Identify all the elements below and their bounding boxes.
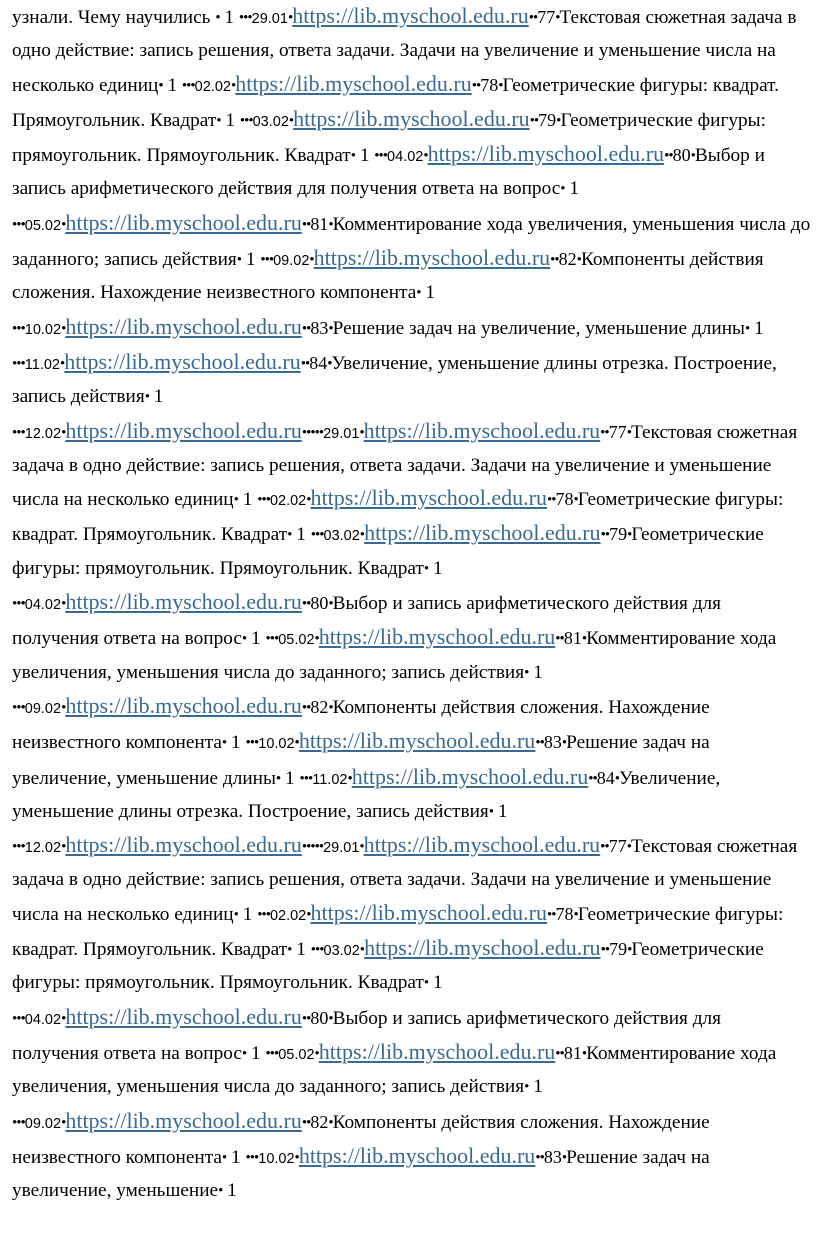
bullet-mark: •: [626, 839, 631, 856]
lesson-number: 83: [543, 1146, 562, 1167]
bullet-mark: •: [61, 1114, 66, 1131]
bullet-mark: •: [573, 906, 578, 923]
bullet-mark: •: [221, 735, 227, 752]
lesson-number: 79: [609, 524, 628, 545]
hours-count: 1: [242, 903, 253, 925]
bullet-mark: •: [416, 285, 421, 302]
bullet-mark: •••: [12, 424, 25, 441]
bullet-mark: •: [275, 770, 281, 787]
lesson-title: Текстовая сюжетная задача в одно действие: запись решения, ответа задачи. Задачи на увеличение и уменьшение числа на несколько единиц: [12, 421, 798, 511]
lesson-title: Решение задач на увеличение, уменьшение: [12, 1146, 710, 1202]
bullet-mark: •••: [245, 735, 259, 752]
bullet-mark: ••: [301, 839, 311, 856]
lesson-number: 77: [608, 421, 627, 442]
lesson-date: 04.02: [24, 1011, 62, 1028]
bullet-mark: •: [287, 527, 292, 544]
bullet-mark: ••: [301, 216, 311, 233]
lesson-date: 09.02: [24, 700, 62, 717]
lesson-title: Выбор и запись арифметического действия для получения ответа на вопрос: [12, 593, 722, 650]
lesson-title: Увеличение, уменьшение длины отрезка. Построение, запись действия: [12, 352, 777, 408]
bullet-mark: •: [144, 389, 149, 406]
hours-count: 1: [425, 282, 436, 304]
lesson-title: Увеличение, уменьшение длины отрезка. Построение, запись действия: [12, 767, 721, 822]
lesson-title: Геометрические фигуры: прямоугольник. Прямоугольник. Квадрат: [12, 524, 764, 579]
lesson-title: Текстовая сюжетная задача в одно действие: запись решения, ответа задачи. Задачи на увеличение и уменьшение числа на несколько единиц: [12, 7, 797, 96]
bullet-mark: •••: [374, 148, 388, 165]
hours-count: 1: [227, 1180, 237, 1202]
lesson-date: 11.02: [312, 771, 348, 788]
bullet-mark: ••: [555, 631, 564, 648]
lesson-number: 81: [563, 1042, 582, 1063]
bullet-mark: ••: [300, 355, 310, 372]
resource-link[interactable]: https://lib.myschool.edu.ru: [364, 520, 601, 546]
bullet-mark: ••: [301, 596, 311, 613]
lesson-title: Комментирование хода увеличения, уменьшения числа до заданного; запись действия: [12, 213, 811, 271]
bullet-mark: •: [287, 10, 293, 26]
lesson-number: 77: [537, 7, 556, 27]
hours-count: 1: [251, 1042, 261, 1064]
lesson-date: 02.02: [194, 78, 231, 95]
bullet-mark: •: [581, 631, 587, 648]
hours-count: 1: [245, 249, 256, 271]
bullet-mark: •: [627, 527, 632, 544]
lesson-title: Геометрические фигуры: квадрат. Прямоугольник. Квадрат: [12, 74, 779, 131]
lesson-date: 10.02: [24, 321, 62, 338]
hours-count: 1: [359, 145, 370, 167]
bullet-mark: •: [555, 10, 560, 26]
bullet-mark: •: [294, 735, 299, 752]
resource-link[interactable]: https://lib.myschool.edu.ru: [364, 935, 601, 961]
bullet-mark: •: [498, 77, 503, 94]
bullet-mark: •••: [12, 355, 25, 372]
bullet-mark: •: [241, 631, 247, 648]
lesson-date: 03.02: [323, 943, 360, 960]
lesson-date: 04.02: [387, 149, 424, 166]
bullet-mark: ••: [600, 527, 610, 544]
bullet-mark: •: [328, 699, 333, 716]
lesson-number: 77: [608, 836, 627, 857]
bullet-mark: ••: [600, 942, 610, 959]
lesson-date: 29.01: [323, 840, 360, 857]
bullet-mark: •••: [310, 424, 324, 441]
bullet-mark: •: [233, 492, 238, 509]
lesson-number: 82: [310, 1111, 329, 1132]
resource-link[interactable]: https://lib.myschool.edu.ru: [64, 348, 301, 374]
bullet-mark: •: [347, 770, 352, 787]
resource-link[interactable]: https://lib.myschool.edu.ru: [65, 832, 302, 858]
bullet-mark: •••: [181, 77, 195, 94]
hours-count: 1: [242, 489, 253, 511]
bullet-mark: •: [627, 942, 632, 959]
hours-count: 1: [569, 178, 579, 200]
bullet-mark: •: [306, 492, 311, 509]
bullet-mark: •: [61, 596, 66, 613]
bullet-mark: •: [216, 112, 221, 129]
bullet-mark: •: [626, 424, 631, 441]
bullet-mark: ••: [535, 735, 544, 752]
bullet-mark: •: [423, 975, 429, 992]
bullet-mark: •: [328, 320, 333, 337]
bullet-mark: •: [423, 148, 428, 165]
bullet-mark: ••: [600, 424, 609, 441]
bullet-mark: •••: [257, 906, 270, 923]
bullet-mark: •••: [12, 596, 25, 613]
lesson-title: Решение задач на увеличение, уменьшение длины: [332, 317, 745, 339]
intro-fragment: узнали. Чему научились: [12, 7, 211, 28]
bullet-mark: •: [359, 839, 364, 856]
lesson-number: 81: [563, 628, 582, 649]
lesson-number: 84: [596, 767, 615, 788]
bullet-mark: ••: [528, 10, 538, 26]
hours-count: 1: [432, 972, 443, 994]
resource-link[interactable]: https://lib.myschool.edu.ru: [310, 899, 548, 925]
lesson-number: 80: [310, 593, 329, 614]
bullet-mark: •: [744, 320, 750, 337]
bullet-mark: •: [690, 148, 695, 165]
bullet-mark: •: [158, 77, 163, 94]
lesson-date: 09.02: [24, 1115, 62, 1132]
bullet-mark: •••: [310, 527, 324, 544]
lesson-number: 80: [310, 1007, 329, 1028]
bullet-mark: ••: [301, 320, 311, 337]
bullet-mark: ••: [600, 839, 609, 856]
lesson-title: Компоненты действия сложения. Нахождение неизвестного компонента: [12, 696, 710, 754]
resource-link[interactable]: https://lib.myschool.edu.ru: [65, 313, 302, 339]
hours-count: 1: [167, 74, 178, 96]
lesson-number: 78: [555, 489, 574, 510]
bullet-mark: ••: [547, 492, 556, 509]
bullet-mark: •: [218, 1183, 223, 1200]
bullet-mark: •: [287, 942, 292, 959]
bullet-mark: •••: [265, 1045, 279, 1062]
hours-count: 1: [533, 661, 543, 683]
hours-count: 1: [754, 317, 764, 339]
bullet-mark: •: [61, 1010, 66, 1027]
lesson-number: 82: [310, 696, 329, 717]
lesson-number: 78: [480, 74, 499, 95]
resource-link[interactable]: https://lib.myschool.edu.ru: [292, 3, 529, 28]
bullet-mark: •: [328, 1010, 333, 1027]
bullet-mark: •••: [12, 320, 25, 337]
bullet-mark: •••: [12, 699, 25, 716]
bullet-mark: •••: [310, 942, 324, 959]
resource-link[interactable]: https://lib.myschool.edu.ru: [298, 728, 536, 754]
lesson-date: 29.01: [251, 11, 288, 27]
bullet-mark: ••: [588, 770, 597, 787]
hours-count: 1: [224, 7, 235, 28]
lesson-number: 78: [555, 903, 574, 924]
bullet-mark: •: [233, 906, 238, 923]
bullet-mark: •: [614, 770, 620, 787]
bullet-mark: •: [573, 492, 578, 509]
resource-link[interactable]: https://lib.myschool.edu.ru: [351, 763, 589, 789]
bullet-mark: ••: [550, 252, 559, 269]
bullet-mark: •: [488, 803, 494, 820]
bullet-mark: •: [328, 216, 333, 233]
bullet-mark: •: [288, 112, 294, 129]
bullet-mark: ••: [301, 699, 311, 716]
bullet-mark: •: [221, 1149, 227, 1166]
bullet-mark: •: [350, 148, 355, 165]
bullet-mark: •: [561, 735, 567, 752]
lesson-date: 03.02: [323, 528, 360, 545]
hours-count: 1: [225, 109, 235, 131]
resource-link[interactable]: https://lib.myschool.edu.ru: [363, 417, 601, 443]
resource-link[interactable]: https://lib.myschool.edu.ru: [298, 1142, 536, 1168]
lesson-date: 29.01: [323, 425, 360, 442]
bullet-mark: •••: [239, 112, 253, 129]
bullet-mark: •: [61, 216, 66, 233]
bullet-mark: •: [61, 424, 66, 441]
lesson-title: Решение задач на увеличение, уменьшение длины: [12, 732, 710, 789]
bullet-mark: •••: [12, 216, 25, 233]
resource-link[interactable]: https://lib.myschool.edu.ru: [318, 1038, 556, 1064]
bullet-mark: ••: [664, 148, 673, 165]
lesson-title: Геометрические фигуры: квадрат. Прямоугольник. Квадрат: [12, 489, 784, 546]
hours-count: 1: [432, 557, 443, 579]
bullet-mark: •: [524, 1079, 529, 1096]
lesson-date: 10.02: [258, 1150, 295, 1167]
bullet-mark: •: [294, 1149, 299, 1166]
bullet-mark: •: [314, 631, 319, 648]
lesson-title: Текстовая сюжетная задача в одно действие: запись решения, ответа задачи. Задачи на увеличение и уменьшение числа на несколько единиц: [12, 836, 798, 925]
lesson-date: 03.02: [252, 113, 289, 130]
lesson-number: 84: [309, 352, 328, 373]
bullet-mark: •••: [12, 1010, 25, 1027]
lesson-date: 02.02: [269, 907, 307, 924]
bullet-mark: •••: [260, 252, 274, 269]
bullet-mark: •: [327, 355, 332, 372]
bullet-mark: •••: [245, 1149, 259, 1166]
hours-count: 1: [285, 767, 295, 789]
lesson-number: 81: [310, 213, 329, 234]
lesson-title: Комментирование хода увеличения, уменьшения числа до заданного; запись действия: [12, 628, 777, 683]
bullet-mark: •: [556, 112, 561, 129]
hours-count: 1: [497, 800, 508, 822]
lesson-number: 83: [543, 732, 562, 753]
bullet-mark: •: [328, 1114, 333, 1131]
lesson-date: 05.02: [24, 217, 62, 234]
lesson-number: 79: [609, 939, 628, 960]
lesson-title: Геометрические фигуры: квадрат. Прямоугольник. Квадрат: [12, 903, 784, 961]
lesson-number: 83: [310, 317, 329, 338]
bullet-mark: ••: [529, 112, 539, 129]
resource-link[interactable]: https://lib.myschool.edu.ru: [313, 245, 551, 271]
lesson-title: Выбор и запись арифметического действия для получения ответа на вопрос: [12, 1007, 722, 1064]
bullet-mark: •••: [265, 631, 279, 648]
resource-link[interactable]: https://lib.myschool.edu.ru: [65, 209, 302, 235]
resource-link[interactable]: https://lib.myschool.edu.ru: [293, 105, 530, 131]
bullet-mark: •: [359, 942, 365, 959]
lesson-date: 10.02: [258, 736, 295, 753]
lesson-date: 05.02: [278, 1046, 315, 1063]
resource-link[interactable]: https://lib.myschool.edu.ru: [427, 141, 665, 167]
bullet-mark: ••: [301, 1010, 311, 1027]
hours-count: 1: [296, 524, 306, 546]
bullet-mark: ••: [547, 906, 556, 923]
bullet-mark: •: [309, 252, 314, 269]
resource-link[interactable]: https://lib.myschool.edu.ru: [65, 1107, 302, 1133]
bullet-mark: •: [359, 527, 365, 544]
lesson-title: Геометрические фигуры: прямоугольник. Прямоугольник. Квадрат: [12, 939, 764, 994]
bullet-mark: •: [314, 1045, 319, 1062]
bullet-mark: •••: [12, 1114, 25, 1131]
bullet-mark: •: [61, 839, 66, 856]
bullet-mark: •: [230, 77, 236, 94]
resource-link[interactable]: https://lib.myschool.edu.ru: [310, 485, 548, 511]
bullet-mark: •••: [257, 492, 270, 509]
lesson-date: 12.02: [24, 425, 62, 442]
bullet-mark: •: [576, 252, 581, 269]
bullet-mark: ••: [555, 1045, 564, 1062]
bullet-mark: ••: [535, 1149, 544, 1166]
bullet-mark: •••: [238, 10, 252, 26]
lesson-number: 82: [558, 249, 577, 270]
bullet-mark: •: [236, 252, 242, 269]
bullet-mark: •: [581, 1045, 587, 1062]
bullet-mark: ••: [471, 77, 481, 94]
bullet-mark: •••: [12, 839, 25, 856]
resource-link[interactable]: https://lib.myschool.edu.ru: [65, 417, 302, 443]
hours-count: 1: [153, 386, 164, 408]
lesson-date: 12.02: [24, 840, 62, 857]
resource-link[interactable]: https://lib.myschool.edu.ru: [318, 624, 556, 650]
bullet-mark: ••: [301, 424, 311, 441]
bullet-mark: •: [524, 664, 529, 681]
bullet-mark: •: [241, 1045, 247, 1062]
bullet-mark: •: [61, 320, 66, 337]
lesson-date: 11.02: [24, 356, 60, 373]
bullet-mark: •: [61, 699, 66, 716]
bullet-mark: ••: [301, 1114, 311, 1131]
lesson-number: 80: [672, 145, 691, 166]
hours-count: 1: [231, 732, 241, 754]
hours-count: 1: [251, 628, 261, 650]
bullet-mark: •: [59, 355, 65, 372]
lesson-number: 79: [538, 109, 557, 130]
bullet-mark: •••: [310, 839, 324, 856]
lesson-title: Компоненты действия сложения. Нахождение неизвестного компонента: [12, 249, 764, 304]
resource-link[interactable]: https://lib.myschool.edu.ru: [235, 70, 472, 96]
bullet-mark: •: [423, 560, 429, 577]
lesson-date: 04.02: [24, 597, 62, 614]
lesson-title: Геометрические фигуры: прямоугольник. Прямоугольник. Квадрат: [12, 109, 766, 167]
hours-count: 1: [231, 1146, 241, 1168]
lesson-date: 02.02: [269, 493, 307, 510]
lesson-title: Выбор и запись арифметического действия для получения ответа на вопрос: [12, 145, 765, 200]
lesson-date: 05.02: [278, 632, 315, 649]
bullet-mark: •: [306, 906, 311, 923]
bullet-mark: •: [359, 424, 364, 441]
bullet-mark: •: [561, 1149, 567, 1166]
bullet-mark: •: [560, 181, 565, 198]
hours-count: 1: [533, 1076, 543, 1098]
bullet-mark: •••: [299, 770, 313, 787]
resource-link[interactable]: https://lib.myschool.edu.ru: [65, 692, 302, 718]
resource-link[interactable]: https://lib.myschool.edu.ru: [363, 832, 601, 858]
bullet-mark: •: [328, 596, 333, 613]
document-text: [12, 0, 812, 1208]
bullet-mark: •: [215, 10, 220, 26]
lesson-title: Комментирование хода увеличения, уменьшения числа до заданного; запись действия: [12, 1042, 777, 1098]
resource-link[interactable]: https://lib.myschool.edu.ru: [65, 589, 302, 615]
lesson-title: Компоненты действия сложения. Нахождение неизвестного компонента: [12, 1111, 710, 1168]
hours-count: 1: [296, 939, 306, 961]
lesson-date: 09.02: [273, 253, 310, 270]
resource-link[interactable]: https://lib.myschool.edu.ru: [65, 1003, 302, 1029]
